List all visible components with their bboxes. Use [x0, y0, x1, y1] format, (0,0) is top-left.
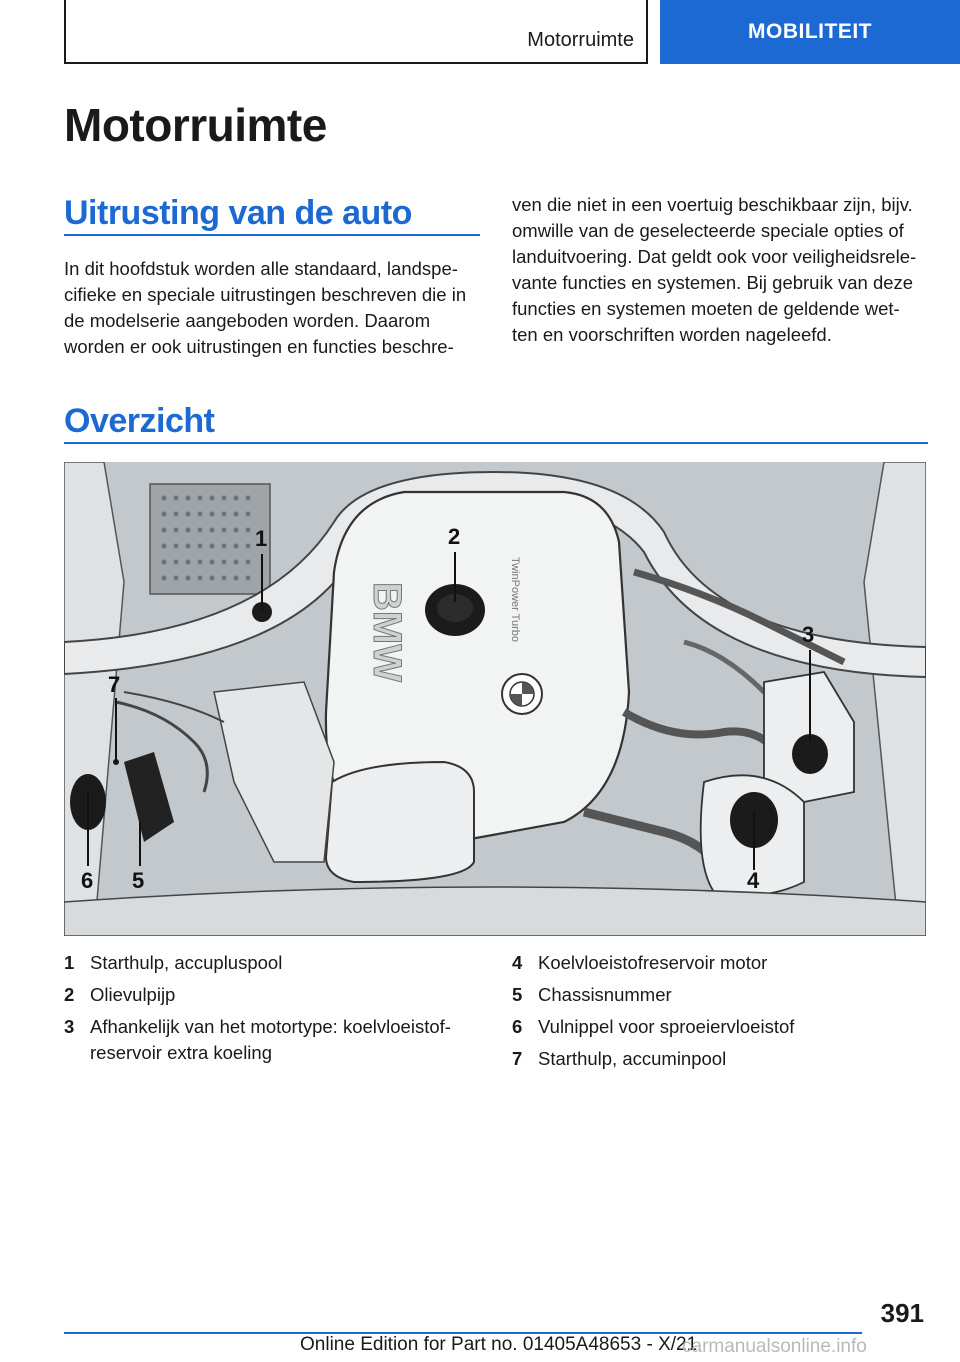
watermark-text: carmanualsonline.info — [682, 1336, 867, 1357]
page-title: Motorruimte — [64, 99, 327, 151]
legend-number: 5 — [512, 984, 523, 1005]
legend-text: Vulnippel voor sproeiervloeistof — [538, 1016, 795, 1037]
legend-text: Chassisnummer — [538, 984, 672, 1005]
legend-list-left — [64, 950, 484, 1072]
callout-2: 2 — [448, 524, 461, 549]
section-rule — [64, 234, 480, 236]
legend-item — [512, 1046, 932, 1072]
callout-4: 4 — [747, 868, 760, 893]
legend-number: 3 — [64, 1016, 75, 1037]
legend-item — [512, 982, 932, 1008]
running-header — [64, 0, 648, 64]
legend-number: 6 — [512, 1016, 523, 1037]
legend-text: Starthulp, accupluspool — [90, 952, 283, 973]
callout-5: 5 — [132, 868, 145, 893]
callout-7: 7 — [108, 672, 121, 697]
legend-text: Afhankelijk van het motortype: koelvloeistof- reservoir extra koeling — [90, 1016, 451, 1063]
legend-text: Olievulpijp — [90, 984, 176, 1005]
engine-cover-brand-text: BMW — [365, 582, 409, 682]
section-heading-overview: Overzicht — [64, 402, 215, 440]
callout-1: 1 — [255, 526, 268, 551]
body-paragraph-col2: ven die niet in een voertuig beschikbaar zijn, bijv. omwille van de geselecteerde speciale opties of landuitvoering. Dat geldt ook voor veiligheidsrele- vante functies en systemen. Bij gebruik van deze functies en systemen moeten de geldende wet- ten en voorschriften worden nageleefd. — [512, 194, 917, 345]
legend-item — [64, 1014, 484, 1066]
section-rule — [64, 442, 928, 444]
callout-3: 3 — [802, 622, 815, 647]
legend-number: 1 — [64, 952, 75, 973]
legend-number: 2 — [64, 984, 75, 1005]
legend-item — [512, 950, 932, 976]
footer-edition-text: Online Edition for Part no. 01405A48653 - X/21 — [300, 1334, 698, 1355]
page-number: 391 — [880, 1298, 924, 1328]
legend-list-right — [512, 950, 932, 1078]
legend-number: 7 — [512, 1048, 523, 1069]
section-heading-equipment: Uitrusting van de auto — [64, 194, 412, 232]
legend-item — [64, 950, 484, 976]
engine-label-text: TwinPower Turbo — [509, 557, 521, 642]
engine-compartment-illustration — [64, 462, 926, 936]
legend-number: 4 — [512, 952, 523, 973]
body-paragraph-col1: In dit hoofdstuk worden alle standaard, landspe- cifieke en speciale uitrustingen beschreven die in de modelserie aangeboden worden. Daarom worden er ook uitrustingen en functies beschre- — [64, 258, 467, 357]
header-section-title: Motorruimte — [527, 29, 634, 51]
callout-6: 6 — [81, 868, 94, 893]
legend-text: Starthulp, accuminpool — [538, 1048, 727, 1069]
legend-text: Koelvloeistofreservoir motor — [538, 952, 768, 973]
header-chapter-tab: MOBILITEIT — [660, 0, 960, 64]
legend-item — [64, 982, 484, 1008]
legend-item — [512, 1014, 932, 1040]
